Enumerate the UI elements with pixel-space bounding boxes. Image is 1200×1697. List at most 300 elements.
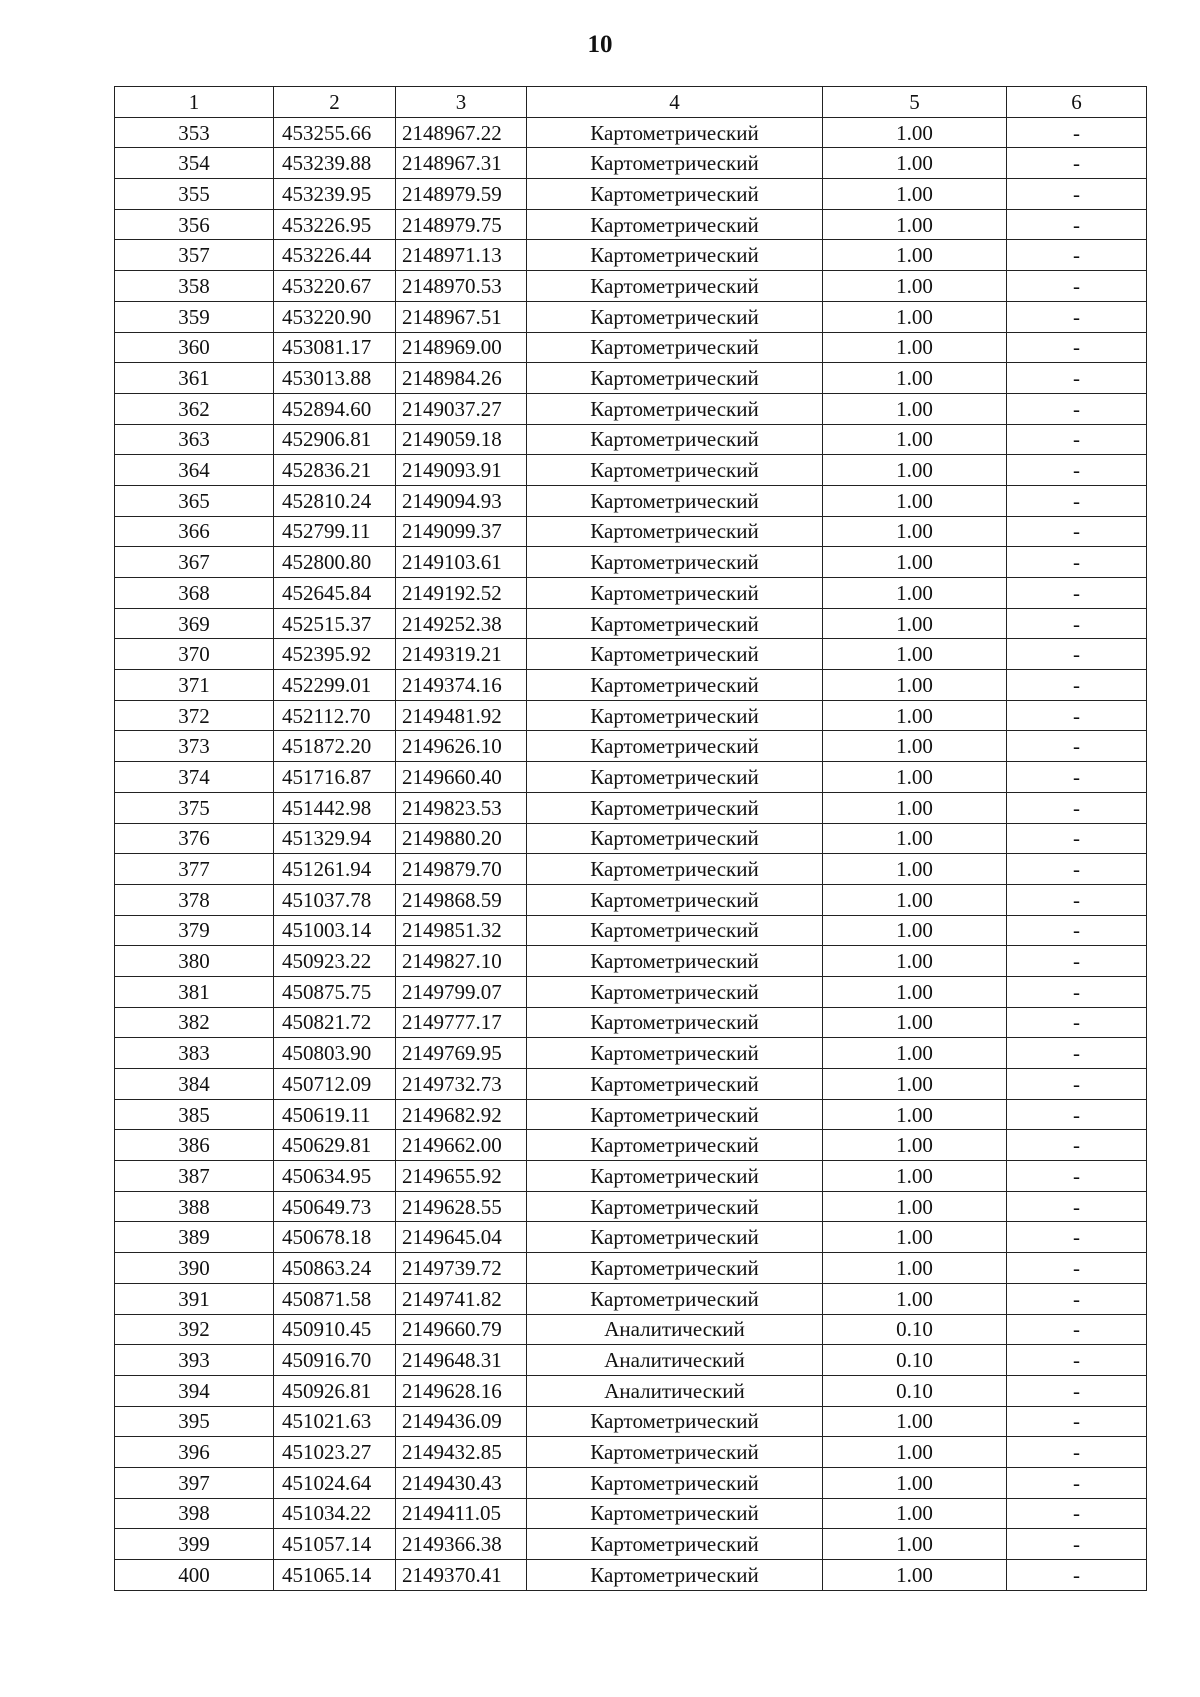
method-cell: Картометрический	[527, 578, 823, 609]
y-coordinate-cell: 2149099.37	[396, 516, 527, 547]
note-cell: -	[1007, 1498, 1147, 1529]
x-coordinate-cell: 450910.45	[274, 1314, 396, 1345]
note-cell: -	[1007, 516, 1147, 547]
x-coordinate-cell: 451037.78	[274, 884, 396, 915]
x-coordinate-cell: 451034.22	[274, 1498, 396, 1529]
method-cell: Картометрический	[527, 393, 823, 424]
method-cell: Картометрический	[527, 1498, 823, 1529]
method-cell: Картометрический	[527, 1191, 823, 1222]
table-row	[115, 1283, 1147, 1314]
point-number-cell: 383	[115, 1038, 274, 1069]
note-cell: -	[1007, 1345, 1147, 1376]
accuracy-cell: 1.00	[823, 976, 1007, 1007]
point-number-cell: 376	[115, 823, 274, 854]
method-cell: Картометрический	[527, 976, 823, 1007]
table-row	[115, 209, 1147, 240]
accuracy-cell: 0.10	[823, 1375, 1007, 1406]
table-row	[115, 332, 1147, 363]
y-coordinate-cell: 2149827.10	[396, 946, 527, 977]
x-coordinate-cell: 450712.09	[274, 1069, 396, 1100]
point-number-cell: 394	[115, 1375, 274, 1406]
note-cell: -	[1007, 578, 1147, 609]
accuracy-cell: 1.00	[823, 1437, 1007, 1468]
point-number-cell: 392	[115, 1314, 274, 1345]
point-number-cell: 369	[115, 608, 274, 639]
y-coordinate-cell: 2149851.32	[396, 915, 527, 946]
note-cell: -	[1007, 1191, 1147, 1222]
table-row	[115, 1467, 1147, 1498]
accuracy-cell: 1.00	[823, 1191, 1007, 1222]
x-coordinate-cell: 450875.75	[274, 976, 396, 1007]
point-number-cell: 373	[115, 731, 274, 762]
accuracy-cell: 1.00	[823, 670, 1007, 701]
table-row	[115, 1038, 1147, 1069]
x-coordinate-cell: 452810.24	[274, 485, 396, 516]
x-coordinate-cell: 453226.95	[274, 209, 396, 240]
note-cell: -	[1007, 1069, 1147, 1100]
note-cell: -	[1007, 1467, 1147, 1498]
accuracy-cell: 1.00	[823, 915, 1007, 946]
method-cell: Картометрический	[527, 946, 823, 977]
table-row	[115, 1406, 1147, 1437]
accuracy-cell: 1.00	[823, 854, 1007, 885]
note-cell: -	[1007, 1253, 1147, 1284]
method-cell: Картометрический	[527, 240, 823, 271]
note-cell: -	[1007, 608, 1147, 639]
note-cell: -	[1007, 976, 1147, 1007]
point-number-cell: 366	[115, 516, 274, 547]
y-coordinate-cell: 2148969.00	[396, 332, 527, 363]
method-cell: Картометрический	[527, 884, 823, 915]
method-cell: Картометрический	[527, 1161, 823, 1192]
y-coordinate-cell: 2149370.41	[396, 1560, 527, 1591]
point-number-cell: 384	[115, 1069, 274, 1100]
accuracy-cell: 1.00	[823, 485, 1007, 516]
method-cell: Картометрический	[527, 424, 823, 455]
note-cell: -	[1007, 332, 1147, 363]
accuracy-cell: 1.00	[823, 731, 1007, 762]
x-coordinate-cell: 450916.70	[274, 1345, 396, 1376]
method-cell: Картометрический	[527, 455, 823, 486]
point-number-cell: 389	[115, 1222, 274, 1253]
accuracy-cell: 1.00	[823, 332, 1007, 363]
table-row	[115, 240, 1147, 271]
x-coordinate-cell: 451021.63	[274, 1406, 396, 1437]
method-cell: Картометрический	[527, 1529, 823, 1560]
table-row	[115, 762, 1147, 793]
x-coordinate-cell: 453255.66	[274, 117, 396, 148]
y-coordinate-cell: 2149103.61	[396, 547, 527, 578]
accuracy-cell: 1.00	[823, 148, 1007, 179]
point-number-cell: 354	[115, 148, 274, 179]
y-coordinate-cell: 2148979.59	[396, 179, 527, 210]
x-coordinate-cell: 450923.22	[274, 946, 396, 977]
accuracy-cell: 1.00	[823, 1007, 1007, 1038]
table-row	[115, 1161, 1147, 1192]
method-cell: Картометрический	[527, 209, 823, 240]
y-coordinate-cell: 2148984.26	[396, 363, 527, 394]
method-cell: Картометрический	[527, 731, 823, 762]
note-cell: -	[1007, 670, 1147, 701]
table-row	[115, 363, 1147, 394]
accuracy-cell: 1.00	[823, 792, 1007, 823]
x-coordinate-cell: 450634.95	[274, 1161, 396, 1192]
y-coordinate-cell: 2149739.72	[396, 1253, 527, 1284]
y-coordinate-cell: 2149662.00	[396, 1130, 527, 1161]
table-row	[115, 547, 1147, 578]
point-number-cell: 396	[115, 1437, 274, 1468]
note-cell: -	[1007, 148, 1147, 179]
x-coordinate-cell: 451329.94	[274, 823, 396, 854]
method-cell: Картометрический	[527, 148, 823, 179]
accuracy-cell: 1.00	[823, 1222, 1007, 1253]
x-coordinate-cell: 451261.94	[274, 854, 396, 885]
point-number-cell: 364	[115, 455, 274, 486]
accuracy-cell: 1.00	[823, 578, 1007, 609]
x-coordinate-cell: 450871.58	[274, 1283, 396, 1314]
table-row	[115, 608, 1147, 639]
accuracy-cell: 1.00	[823, 547, 1007, 578]
accuracy-cell: 1.00	[823, 762, 1007, 793]
note-cell: -	[1007, 485, 1147, 516]
accuracy-cell: 1.00	[823, 823, 1007, 854]
note-cell: -	[1007, 884, 1147, 915]
x-coordinate-cell: 453226.44	[274, 240, 396, 271]
accuracy-cell: 1.00	[823, 363, 1007, 394]
table-row	[115, 1529, 1147, 1560]
y-coordinate-cell: 2149252.38	[396, 608, 527, 639]
method-cell: Картометрический	[527, 1560, 823, 1591]
table-row	[115, 117, 1147, 148]
method-cell: Картометрический	[527, 547, 823, 578]
point-number-cell: 390	[115, 1253, 274, 1284]
note-cell: -	[1007, 1130, 1147, 1161]
point-number-cell: 375	[115, 792, 274, 823]
point-number-cell: 395	[115, 1406, 274, 1437]
y-coordinate-cell: 2149436.09	[396, 1406, 527, 1437]
accuracy-cell: 1.00	[823, 700, 1007, 731]
table-body	[115, 117, 1147, 1590]
accuracy-cell: 1.00	[823, 516, 1007, 547]
table-row	[115, 179, 1147, 210]
table-row	[115, 516, 1147, 547]
point-number-cell: 370	[115, 639, 274, 670]
point-number-cell: 361	[115, 363, 274, 394]
x-coordinate-cell: 453081.17	[274, 332, 396, 363]
table-row	[115, 271, 1147, 302]
x-coordinate-cell: 450863.24	[274, 1253, 396, 1284]
table-row	[115, 1560, 1147, 1591]
x-coordinate-cell: 452836.21	[274, 455, 396, 486]
point-number-cell: 374	[115, 762, 274, 793]
table-row	[115, 424, 1147, 455]
y-coordinate-cell: 2149741.82	[396, 1283, 527, 1314]
method-cell: Картометрический	[527, 792, 823, 823]
y-coordinate-cell: 2149481.92	[396, 700, 527, 731]
point-number-cell: 355	[115, 179, 274, 210]
x-coordinate-cell: 452515.37	[274, 608, 396, 639]
note-cell: -	[1007, 117, 1147, 148]
accuracy-cell: 1.00	[823, 1283, 1007, 1314]
note-cell: -	[1007, 854, 1147, 885]
y-coordinate-cell: 2149430.43	[396, 1467, 527, 1498]
note-cell: -	[1007, 762, 1147, 793]
note-cell: -	[1007, 1375, 1147, 1406]
accuracy-cell: 1.00	[823, 1038, 1007, 1069]
y-coordinate-cell: 2149648.31	[396, 1345, 527, 1376]
x-coordinate-cell: 453220.90	[274, 301, 396, 332]
table-row	[115, 976, 1147, 1007]
y-coordinate-cell: 2149626.10	[396, 731, 527, 762]
method-cell: Картометрический	[527, 363, 823, 394]
accuracy-cell: 1.00	[823, 455, 1007, 486]
note-cell: -	[1007, 363, 1147, 394]
method-cell: Картометрический	[527, 1467, 823, 1498]
header-cell: 3	[396, 87, 527, 118]
table-row	[115, 1314, 1147, 1345]
note-cell: -	[1007, 700, 1147, 731]
y-coordinate-cell: 2149411.05	[396, 1498, 527, 1529]
x-coordinate-cell: 453239.95	[274, 179, 396, 210]
table-row	[115, 485, 1147, 516]
table-row	[115, 1222, 1147, 1253]
table-row	[115, 670, 1147, 701]
table-row	[115, 148, 1147, 179]
method-cell: Картометрический	[527, 700, 823, 731]
x-coordinate-cell: 453220.67	[274, 271, 396, 302]
point-number-cell: 357	[115, 240, 274, 271]
note-cell: -	[1007, 1406, 1147, 1437]
point-number-cell: 387	[115, 1161, 274, 1192]
header-cell: 1	[115, 87, 274, 118]
y-coordinate-cell: 2149660.79	[396, 1314, 527, 1345]
note-cell: -	[1007, 1283, 1147, 1314]
point-number-cell: 353	[115, 117, 274, 148]
accuracy-cell: 1.00	[823, 1099, 1007, 1130]
note-cell: -	[1007, 271, 1147, 302]
x-coordinate-cell: 450649.73	[274, 1191, 396, 1222]
y-coordinate-cell: 2149799.07	[396, 976, 527, 1007]
note-cell: -	[1007, 209, 1147, 240]
point-number-cell: 368	[115, 578, 274, 609]
method-cell: Картометрический	[527, 1283, 823, 1314]
y-coordinate-cell: 2148979.75	[396, 209, 527, 240]
method-cell: Картометрический	[527, 485, 823, 516]
point-number-cell: 400	[115, 1560, 274, 1591]
x-coordinate-cell: 450821.72	[274, 1007, 396, 1038]
method-cell: Картометрический	[527, 854, 823, 885]
method-cell: Картометрический	[527, 670, 823, 701]
accuracy-cell: 1.00	[823, 1253, 1007, 1284]
header-cell: 6	[1007, 87, 1147, 118]
table-row	[115, 854, 1147, 885]
method-cell: Картометрический	[527, 1130, 823, 1161]
x-coordinate-cell: 452894.60	[274, 393, 396, 424]
point-number-cell: 362	[115, 393, 274, 424]
x-coordinate-cell: 451872.20	[274, 731, 396, 762]
x-coordinate-cell: 451057.14	[274, 1529, 396, 1560]
note-cell: -	[1007, 731, 1147, 762]
point-number-cell: 391	[115, 1283, 274, 1314]
accuracy-cell: 1.00	[823, 884, 1007, 915]
point-number-cell: 372	[115, 700, 274, 731]
y-coordinate-cell: 2149660.40	[396, 762, 527, 793]
accuracy-cell: 1.00	[823, 301, 1007, 332]
method-cell: Картометрический	[527, 1038, 823, 1069]
table-row	[115, 700, 1147, 731]
note-cell: -	[1007, 1222, 1147, 1253]
table-row	[115, 1007, 1147, 1038]
x-coordinate-cell: 452299.01	[274, 670, 396, 701]
point-number-cell: 378	[115, 884, 274, 915]
x-coordinate-cell: 451442.98	[274, 792, 396, 823]
table-row	[115, 639, 1147, 670]
header-cell: 2	[274, 87, 396, 118]
accuracy-cell: 1.00	[823, 1498, 1007, 1529]
point-number-cell: 360	[115, 332, 274, 363]
y-coordinate-cell: 2149868.59	[396, 884, 527, 915]
accuracy-cell: 1.00	[823, 1406, 1007, 1437]
method-cell: Картометрический	[527, 1069, 823, 1100]
y-coordinate-cell: 2149094.93	[396, 485, 527, 516]
y-coordinate-cell: 2149374.16	[396, 670, 527, 701]
point-number-cell: 388	[115, 1191, 274, 1222]
method-cell: Картометрический	[527, 1007, 823, 1038]
point-number-cell: 398	[115, 1498, 274, 1529]
x-coordinate-cell: 451024.64	[274, 1467, 396, 1498]
accuracy-cell: 0.10	[823, 1314, 1007, 1345]
table-row	[115, 1130, 1147, 1161]
y-coordinate-cell: 2149059.18	[396, 424, 527, 455]
note-cell: -	[1007, 240, 1147, 271]
y-coordinate-cell: 2149628.16	[396, 1375, 527, 1406]
point-number-cell: 382	[115, 1007, 274, 1038]
point-number-cell: 358	[115, 271, 274, 302]
method-cell: Аналитический	[527, 1345, 823, 1376]
point-number-cell: 380	[115, 946, 274, 977]
point-number-cell: 356	[115, 209, 274, 240]
x-coordinate-cell: 450619.11	[274, 1099, 396, 1130]
table-row	[115, 915, 1147, 946]
table-row	[115, 823, 1147, 854]
table-row	[115, 578, 1147, 609]
table-row	[115, 1345, 1147, 1376]
note-cell: -	[1007, 915, 1147, 946]
note-cell: -	[1007, 1099, 1147, 1130]
y-coordinate-cell: 2149777.17	[396, 1007, 527, 1038]
point-number-cell: 393	[115, 1345, 274, 1376]
y-coordinate-cell: 2149037.27	[396, 393, 527, 424]
accuracy-cell: 1.00	[823, 179, 1007, 210]
point-number-cell: 381	[115, 976, 274, 1007]
point-number-cell: 399	[115, 1529, 274, 1560]
page-number: 10	[587, 31, 613, 58]
accuracy-cell: 1.00	[823, 209, 1007, 240]
point-number-cell: 367	[115, 547, 274, 578]
accuracy-cell: 1.00	[823, 393, 1007, 424]
table-row	[115, 884, 1147, 915]
y-coordinate-cell: 2148971.13	[396, 240, 527, 271]
method-cell: Картометрический	[527, 301, 823, 332]
method-cell: Картометрический	[527, 1406, 823, 1437]
x-coordinate-cell: 452112.70	[274, 700, 396, 731]
accuracy-cell: 1.00	[823, 1529, 1007, 1560]
x-coordinate-cell: 450678.18	[274, 1222, 396, 1253]
accuracy-cell: 1.00	[823, 946, 1007, 977]
table-row	[115, 1498, 1147, 1529]
accuracy-cell: 1.00	[823, 608, 1007, 639]
y-coordinate-cell: 2148967.31	[396, 148, 527, 179]
method-cell: Картометрический	[527, 179, 823, 210]
accuracy-cell: 1.00	[823, 1069, 1007, 1100]
y-coordinate-cell: 2149645.04	[396, 1222, 527, 1253]
note-cell: -	[1007, 547, 1147, 578]
method-cell: Картометрический	[527, 915, 823, 946]
method-cell: Картометрический	[527, 823, 823, 854]
table-row	[115, 1375, 1147, 1406]
point-number-cell: 365	[115, 485, 274, 516]
note-cell: -	[1007, 946, 1147, 977]
header-row	[115, 87, 1147, 118]
note-cell: -	[1007, 301, 1147, 332]
point-number-cell: 397	[115, 1467, 274, 1498]
note-cell: -	[1007, 792, 1147, 823]
x-coordinate-cell: 451065.14	[274, 1560, 396, 1591]
table-row	[115, 1191, 1147, 1222]
y-coordinate-cell: 2149682.92	[396, 1099, 527, 1130]
x-coordinate-cell: 452799.11	[274, 516, 396, 547]
y-coordinate-cell: 2149880.20	[396, 823, 527, 854]
x-coordinate-cell: 453013.88	[274, 363, 396, 394]
table-row	[115, 946, 1147, 977]
method-cell: Картометрический	[527, 1253, 823, 1284]
table-row	[115, 393, 1147, 424]
accuracy-cell: 1.00	[823, 240, 1007, 271]
x-coordinate-cell: 452645.84	[274, 578, 396, 609]
y-coordinate-cell: 2149093.91	[396, 455, 527, 486]
method-cell: Картометрический	[527, 332, 823, 363]
y-coordinate-cell: 2149628.55	[396, 1191, 527, 1222]
accuracy-cell: 1.00	[823, 271, 1007, 302]
point-number-cell: 377	[115, 854, 274, 885]
note-cell: -	[1007, 1529, 1147, 1560]
point-number-cell: 385	[115, 1099, 274, 1130]
x-coordinate-cell: 452395.92	[274, 639, 396, 670]
accuracy-cell: 0.10	[823, 1345, 1007, 1376]
accuracy-cell: 1.00	[823, 1130, 1007, 1161]
x-coordinate-cell: 451023.27	[274, 1437, 396, 1468]
accuracy-cell: 1.00	[823, 639, 1007, 670]
y-coordinate-cell: 2149879.70	[396, 854, 527, 885]
note-cell: -	[1007, 1161, 1147, 1192]
table-row	[115, 1437, 1147, 1468]
method-cell: Аналитический	[527, 1314, 823, 1345]
x-coordinate-cell: 452800.80	[274, 547, 396, 578]
y-coordinate-cell: 2148967.51	[396, 301, 527, 332]
note-cell: -	[1007, 639, 1147, 670]
method-cell: Картометрический	[527, 516, 823, 547]
header-cell: 4	[527, 87, 823, 118]
accuracy-cell: 1.00	[823, 1161, 1007, 1192]
y-coordinate-cell: 2149655.92	[396, 1161, 527, 1192]
method-cell: Аналитический	[527, 1375, 823, 1406]
y-coordinate-cell: 2148970.53	[396, 271, 527, 302]
table-row	[115, 1253, 1147, 1284]
x-coordinate-cell: 451716.87	[274, 762, 396, 793]
table-row	[115, 1069, 1147, 1100]
table-row	[115, 731, 1147, 762]
method-cell: Картометрический	[527, 608, 823, 639]
